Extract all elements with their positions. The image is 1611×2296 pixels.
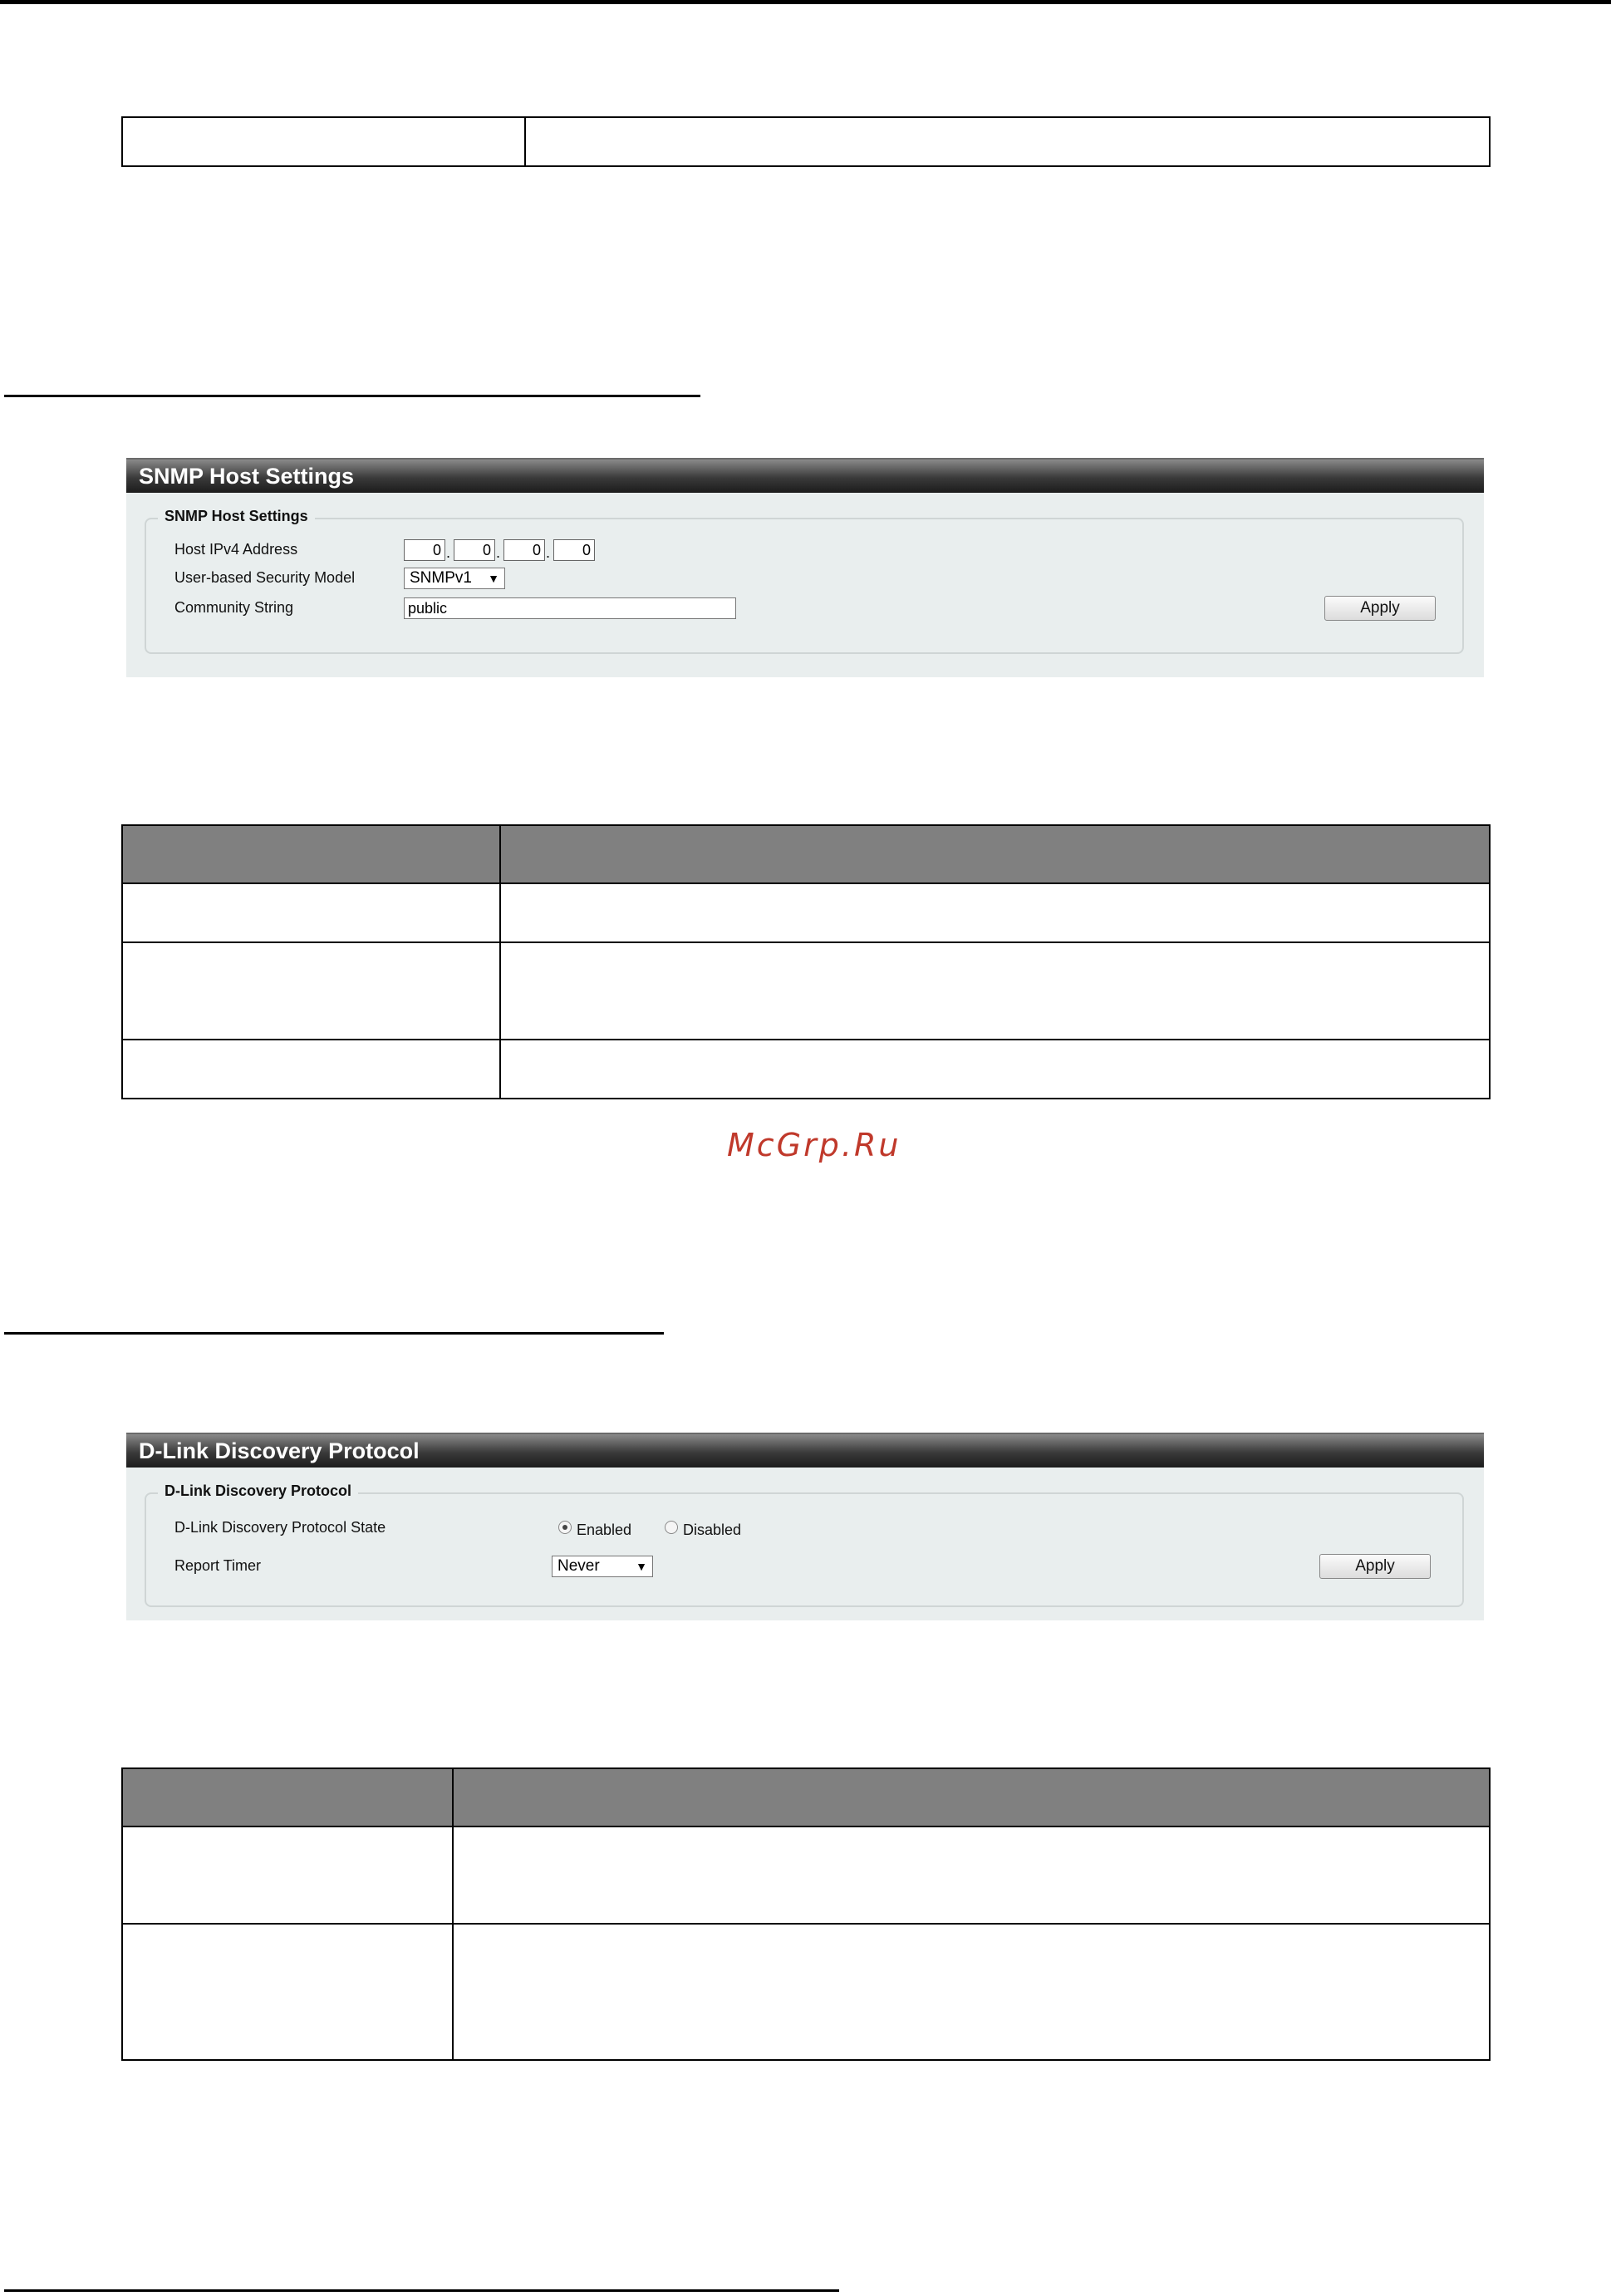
table-cell	[500, 1040, 1490, 1099]
table-row	[122, 942, 1490, 1040]
security-model-value: SNMPv1	[410, 569, 472, 587]
table-header-cell	[453, 1768, 1490, 1826]
ipv4-octet-3[interactable]: 0	[503, 539, 545, 561]
report-timer-label: Report Timer	[174, 1557, 262, 1574]
table-cell	[525, 117, 1490, 166]
ipv4-separator: .	[546, 544, 551, 561]
table-cell	[122, 117, 525, 166]
section-heading-rule	[4, 2289, 839, 2292]
dlink-discovery-parameter-table	[121, 1767, 1491, 2061]
fieldset-legend: SNMP Host Settings	[158, 508, 315, 525]
table-cell	[122, 942, 500, 1040]
table-row	[122, 117, 1490, 166]
panel-title: D-Link Discovery Protocol	[126, 1433, 1484, 1468]
security-model-label: User-based Security Model	[174, 569, 356, 586]
snmp-host-parameter-table	[121, 824, 1491, 1099]
snmp-host-apply-button[interactable]: Apply	[1324, 596, 1436, 621]
enabled-radio-label[interactable]: Enabled	[577, 1522, 632, 1538]
ipv4-octet-4[interactable]: 0	[553, 539, 595, 561]
community-string-input[interactable]: public	[404, 597, 736, 619]
disabled-radio-label[interactable]: Disabled	[683, 1522, 742, 1538]
table-cell	[453, 1924, 1490, 2060]
table-row	[122, 883, 1490, 942]
watermark-text: McGrp.Ru	[727, 1127, 901, 1163]
top-table	[121, 116, 1491, 167]
snmp-host-fieldset	[145, 508, 1464, 654]
chevron-down-icon: ▼	[636, 1560, 647, 1573]
enabled-radio[interactable]	[558, 1521, 572, 1534]
section-heading-rule	[4, 395, 700, 397]
table-cell	[122, 1040, 500, 1099]
fieldset-legend: D-Link Discovery Protocol	[158, 1482, 358, 1500]
ipv4-separator: .	[496, 544, 501, 561]
table-cell	[122, 1924, 453, 2060]
security-model-select[interactable]	[404, 568, 505, 589]
panel-title: SNMP Host Settings	[126, 458, 1484, 493]
table-header-cell	[500, 825, 1490, 883]
dlink-discovery-apply-button[interactable]: Apply	[1319, 1554, 1431, 1579]
table-cell	[453, 1826, 1490, 1924]
ipv4-octet-1[interactable]: 0	[404, 539, 445, 561]
table-header-cell	[122, 825, 500, 883]
table-header-row	[122, 1768, 1490, 1826]
disabled-radio[interactable]	[665, 1521, 678, 1534]
community-string-label: Community String	[174, 599, 294, 616]
section-heading-rule	[4, 1332, 664, 1335]
snmp-host-settings-panel	[126, 458, 1484, 677]
table-cell	[500, 883, 1490, 942]
dlink-discovery-fieldset	[145, 1482, 1464, 1607]
table-cell	[500, 942, 1490, 1040]
host-ipv4-input-group	[404, 539, 603, 561]
report-timer-select[interactable]	[552, 1556, 653, 1577]
chevron-down-icon: ▼	[488, 572, 499, 585]
dlink-state-label: D-Link Discovery Protocol State	[174, 1519, 386, 1536]
table-cell	[122, 883, 500, 942]
table-row	[122, 1924, 1490, 2060]
host-ipv4-label: Host IPv4 Address	[174, 541, 298, 558]
table-header-row	[122, 825, 1490, 883]
table-row	[122, 1826, 1490, 1924]
table-header-cell	[122, 1768, 453, 1826]
page-top-rule	[0, 0, 1611, 4]
ipv4-octet-2[interactable]: 0	[454, 539, 495, 561]
dlink-discovery-protocol-panel	[126, 1433, 1484, 1620]
ipv4-separator: .	[446, 544, 451, 561]
report-timer-value: Never	[557, 1557, 600, 1575]
table-row	[122, 1040, 1490, 1099]
table-cell	[122, 1826, 453, 1924]
